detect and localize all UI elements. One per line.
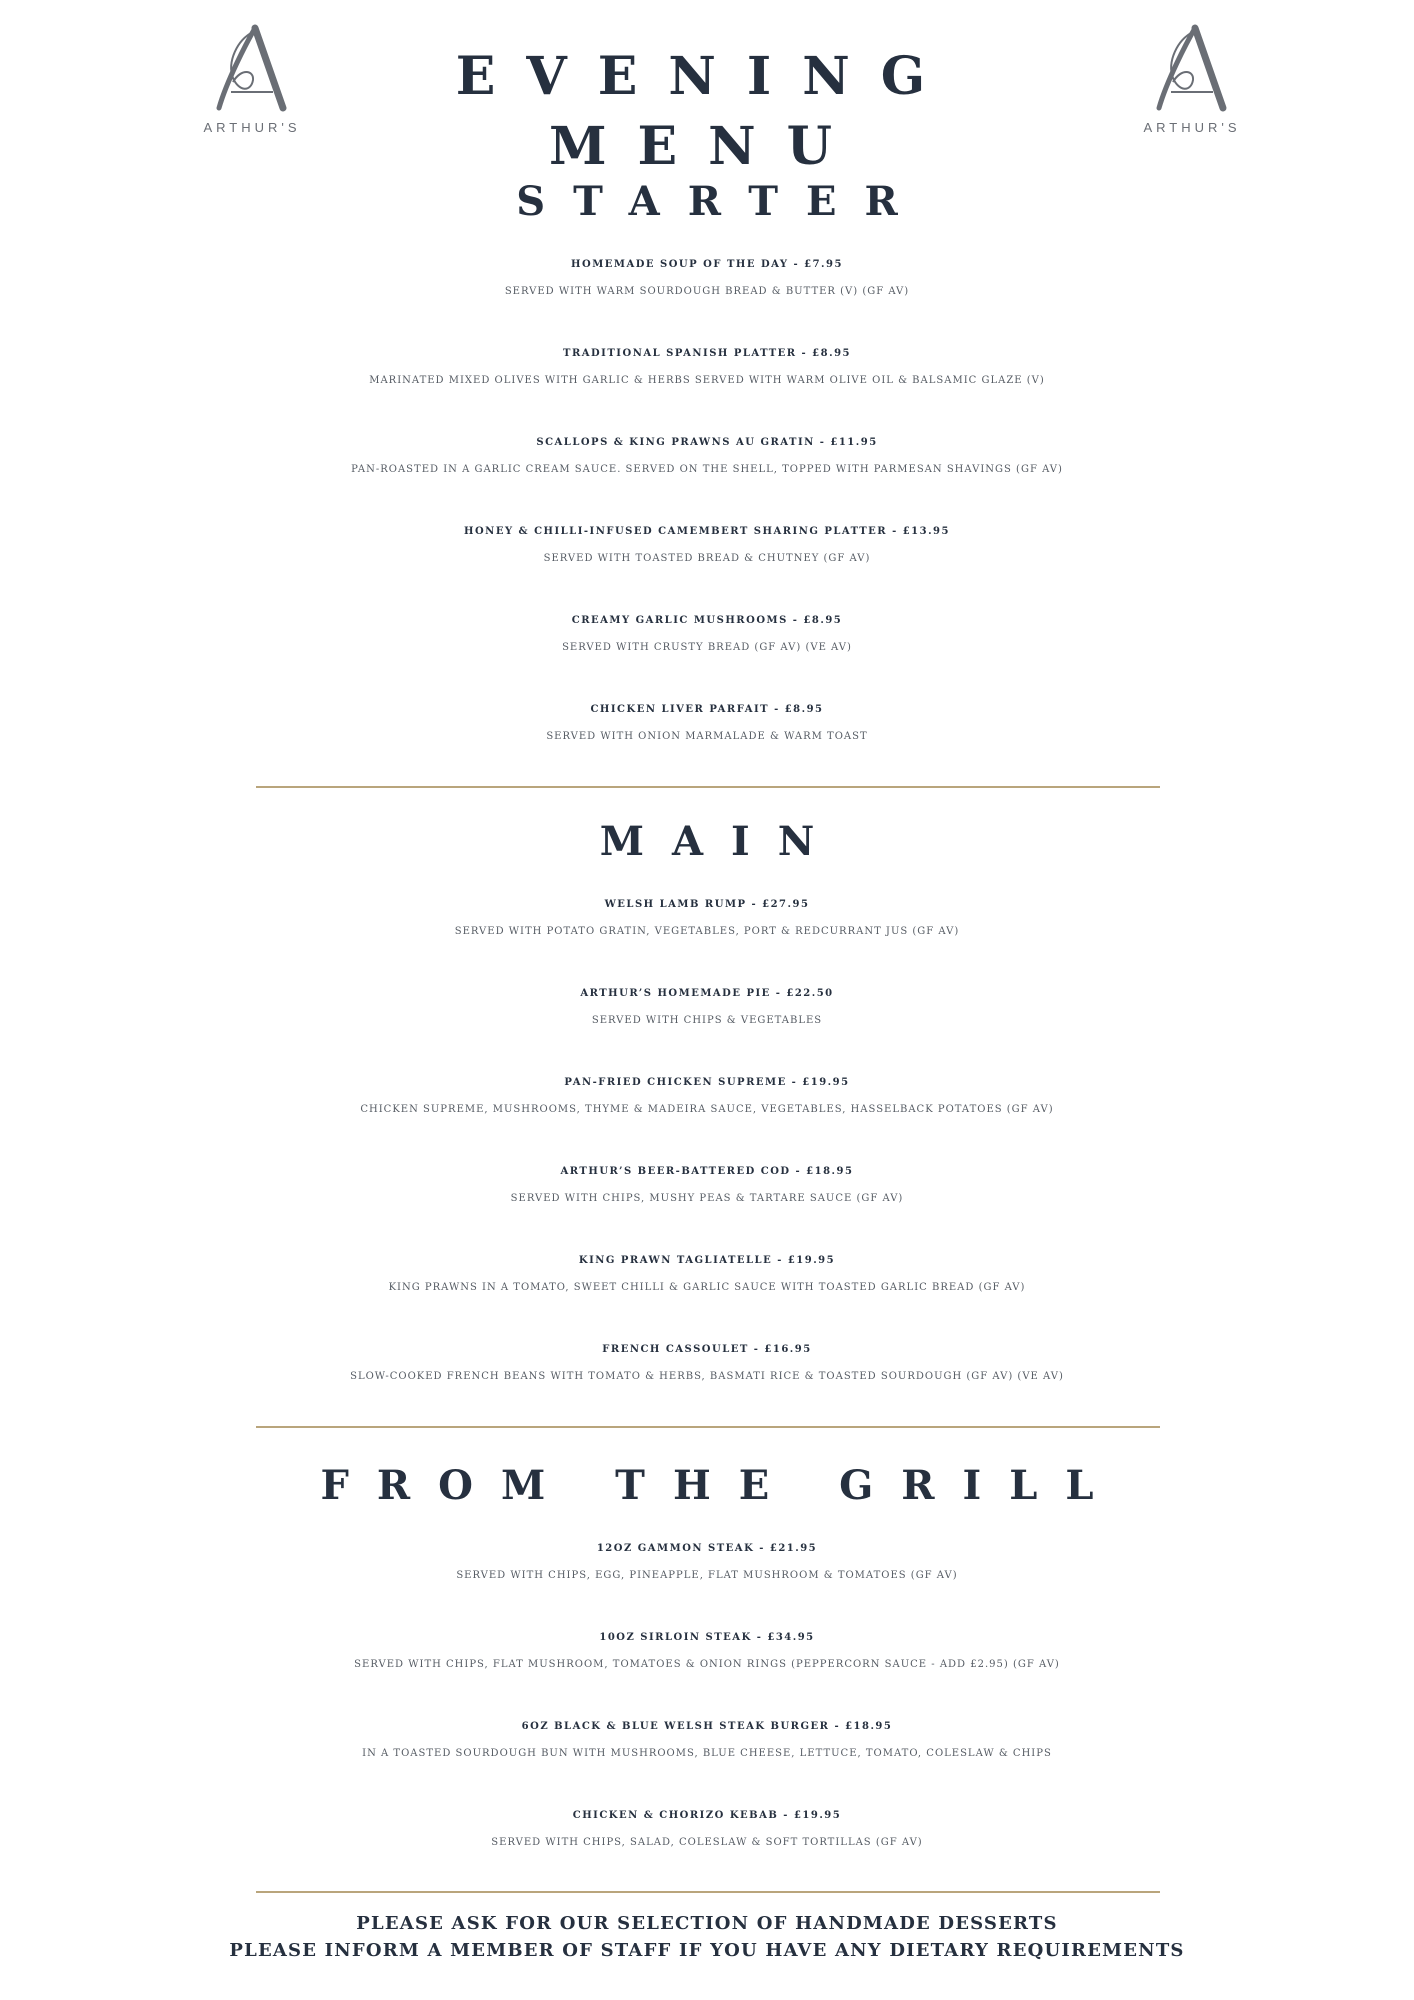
item-name: FRENCH CASSOULET - £16.95: [602, 1344, 812, 1355]
menu-footer: [0, 1910, 1414, 1964]
item-description: IN A TOASTED SOURDOUGH BUN WITH MUSHROOMS, BLUE CHEESE, LETTUCE, TOMATO, COLESLAW & CHIPS: [362, 1748, 1052, 1759]
section-title-grill: FROM THE GRILL: [320, 1462, 1122, 1509]
item-name: PAN-FRIED CHICKEN SUPREME - £19.95: [564, 1077, 850, 1088]
item-description: SERVED WITH CHIPS, MUSHY PEAS & TARTARE SAUCE (GF AV): [510, 1193, 904, 1204]
menu-item: [0, 1157, 1414, 1211]
item-name: SCALLOPS & KING PRAWNS AU GRATIN - £11.95: [536, 437, 878, 448]
section-divider: [256, 1426, 1160, 1428]
page-title: EVENING MENU: [455, 46, 957, 177]
item-description: CHICKEN SUPREME, MUSHROOMS, THYME & MADEIRA SAUCE, VEGETABLES, HASSELBACK POTATOES (GF AV): [360, 1104, 1054, 1115]
logo-text-right: ARTHUR'S: [1143, 120, 1241, 135]
section-title-main: MAIN: [599, 818, 843, 865]
section-divider: [256, 1891, 1160, 1893]
item-description: SERVED WITH TOASTED BREAD & CHUTNEY (GF AV): [543, 553, 871, 564]
section-grill: [0, 1456, 1414, 1855]
item-name: HOMEMADE SOUP OF THE DAY - £7.95: [571, 259, 843, 270]
menu-item: [0, 979, 1414, 1033]
menu-item: [0, 428, 1414, 482]
item-name: WELSH LAMB RUMP - £27.95: [604, 899, 810, 910]
item-description: SERVED WITH POTATO GRATIN, VEGETABLES, PORT & REDCURRANT JUS (GF AV): [454, 926, 960, 937]
item-name: CHICKEN LIVER PARFAIT - £8.95: [590, 704, 824, 715]
menu-item: [0, 1801, 1414, 1855]
menu-item: [0, 1623, 1414, 1677]
item-description: SERVED WITH CHIPS, SALAD, COLESLAW & SOFT TORTILLAS (GF AV): [491, 1837, 923, 1848]
dietary-note: PLEASE INFORM A MEMBER OF STAFF IF YOU HAVE ANY DIETARY REQUIREMENTS: [229, 1940, 1185, 1961]
item-description: SERVED WITH ONION MARMALADE & WARM TOAST: [546, 731, 868, 742]
item-description: SERVED WITH CRUSTY BREAD (GF AV) (VE AV): [562, 642, 852, 653]
arthurs-logo-right-icon: [1137, 22, 1247, 118]
item-name: KING PRAWN TAGLIATELLE - £19.95: [578, 1255, 836, 1266]
item-name: 10OZ SIRLOIN STEAK - £34.95: [599, 1632, 815, 1643]
menu-item: [0, 1246, 1414, 1300]
item-description: SERVED WITH CHIPS & VEGETABLES: [591, 1015, 823, 1026]
item-description: SLOW-COOKED FRENCH BEANS WITH TOMATO & HERBS, BASMATI RICE & TOASTED SOURDOUGH (GF AV) (VE AV): [350, 1371, 1064, 1382]
section-main: [0, 812, 1414, 1389]
item-name: 6OZ BLACK & BLUE WELSH STEAK BURGER - £18.95: [521, 1721, 893, 1732]
item-name: CHICKEN & CHORIZO KEBAB - £19.95: [572, 1810, 842, 1821]
item-description: PAN-ROASTED IN A GARLIC CREAM SAUCE. SERVED ON THE SHELL, TOPPED WITH PARMESAN SHAVINGS (GF AV): [351, 464, 1063, 475]
arthurs-logo-left: [182, 22, 322, 142]
item-name: CREAMY GARLIC MUSHROOMS - £8.95: [571, 615, 843, 626]
section-starter: [0, 172, 1414, 749]
menu-item: [0, 1335, 1414, 1389]
menu-item: [0, 695, 1414, 749]
item-name: TRADITIONAL SPANISH PLATTER - £8.95: [563, 348, 851, 359]
menu-item: [0, 1068, 1414, 1122]
item-description: SERVED WITH CHIPS, EGG, PINEAPPLE, FLAT MUSHROOM & TOMATOES (GF AV): [456, 1570, 958, 1581]
item-description: SERVED WITH WARM SOURDOUGH BREAD & BUTTER (V) (GF AV): [504, 286, 910, 297]
item-description: MARINATED MIXED OLIVES WITH GARLIC & HERBS SERVED WITH WARM OLIVE OIL & BALSAMIC GLAZE (V): [369, 375, 1045, 386]
menu-item: [0, 517, 1414, 571]
menu-item: [0, 339, 1414, 393]
desserts-note: PLEASE ASK FOR OUR SELECTION OF HANDMADE DESSERTS: [356, 1913, 1058, 1934]
menu-item: [0, 890, 1414, 944]
menu-item: [0, 250, 1414, 304]
menu-item: [0, 1534, 1414, 1588]
menu-header: [0, 0, 1414, 177]
menu-item: [0, 1712, 1414, 1766]
item-name: ARTHUR’S BEER-BATTERED COD - £18.95: [560, 1166, 854, 1177]
item-name: HONEY & CHILLI-INFUSED CAMEMBERT SHARING PLATTER - £13.95: [464, 526, 950, 537]
arthurs-logo-right: [1122, 22, 1262, 142]
arthurs-logo-left-icon: [197, 22, 307, 118]
item-name: 12OZ GAMMON STEAK - £21.95: [596, 1543, 818, 1554]
item-description: KING PRAWNS IN A TOMATO, SWEET CHILLI & GARLIC SAUCE WITH TOASTED GARLIC BREAD (GF AV): [388, 1282, 1026, 1293]
logo-text-left: ARTHUR'S: [203, 120, 301, 135]
item-name: ARTHUR’S HOMEMADE PIE - £22.50: [580, 988, 834, 999]
item-description: SERVED WITH CHIPS, FLAT MUSHROOM, TOMATOES & ONION RINGS (PEPPERCORN SAUCE - ADD £2.95) (GF AV): [354, 1659, 1060, 1670]
menu-item: [0, 606, 1414, 660]
section-title-starter: STARTER: [516, 178, 926, 225]
section-divider: [256, 786, 1160, 788]
